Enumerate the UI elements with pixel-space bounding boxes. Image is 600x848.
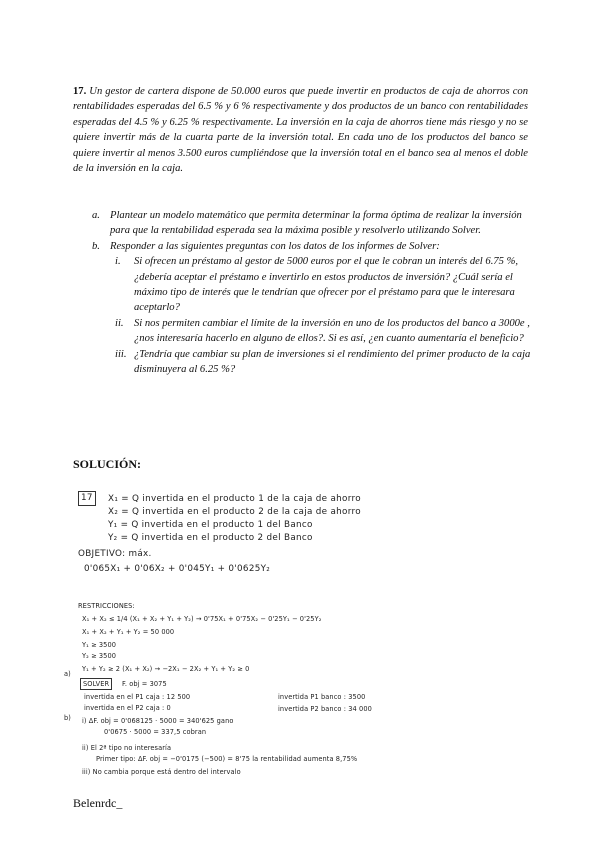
hw-b-ii-line1: ii) El 2ª tipo no interesaría [82,744,172,752]
hw-restriction-1: X₁ + X₂ ≤ 1/4 (X₁ + X₂ + Y₁ + Y₂) → 0'75X₁ + 0'75X₂ − 0'25Y₁ − 0'25Y₂ [82,615,322,623]
question-list [92,208,532,377]
hw-restrictions-label: RESTRICCIONES: [78,602,135,610]
question-b [92,239,532,254]
question-b-iii [102,347,532,378]
footer-author: Belenrdc_ [73,796,123,810]
hw-var-y1: Y₁ = Q invertida en el producto 1 del Banco [108,520,313,530]
question-b-ii-marker: ii. [115,317,124,329]
hw-solver-label: SOLVER [80,678,112,690]
question-b-i-text: Si ofrecen un préstamo al gestor de 5000 euros por el que le cobran un interés del 6.75 %, ¿debería aceptar el préstamo e invertirlo en estos productos de inversión? ¿Cuál sería el máximo tipo de interés que le tendrían que ofrecer por el préstamo para que le interesara aceptarlo? [134,256,519,314]
question-b-i-marker: i. [115,256,121,268]
hw-restriction-2: X₁ + X₂ + Y₁ + Y₂ = 50 000 [82,628,175,636]
hw-b-i-line2: 0'0675 · 5000 = 337,5 cobran [104,728,207,736]
hw-var-x2: X₂ = Q invertida en el producto 2 de la caja de ahorro [108,507,361,517]
hw-problem-box: 17 [78,491,96,506]
hw-restriction-4: Y₂ ≥ 3500 [82,652,117,660]
question-b-i [102,254,532,316]
hw-inv-caja2: invertida en el P2 caja : 0 [84,704,171,712]
hw-inv-banco1: invertida P1 banco : 3500 [278,693,366,701]
problem-statement [73,84,528,176]
question-a-text: Plantear un modelo matemático que permita determinar la forma óptima de realizar la inversión para que la rentabilidad esperada sea la máxima posible y resolverlo utilizando Solver. [110,210,522,237]
question-a-marker: a. [92,210,100,221]
hw-fobj: F. obj = 3075 [122,680,167,688]
hw-inv-caja1: invertida en el P1 caja : 12 500 [84,693,191,701]
question-b-marker: b. [92,240,100,252]
hw-var-x1: X₁ = Q invertida en el producto 1 de la caja de ahorro [108,494,361,504]
hw-b-marker: b) [64,714,71,722]
hw-objective: 0'065X₁ + 0'06X₂ + 0'045Y₁ + 0'0625Y₂ [84,564,271,574]
hw-b-i-line1: i) ΔF. obj = 0'068125 · 5000 = 340'625 gano [82,717,234,725]
question-b-iii-marker: iii. [115,348,127,360]
hw-objective-label: OBJETIVO: máx. [78,549,152,559]
hw-a-marker: a) [64,670,71,678]
problem-number: 17. [73,86,87,97]
problem-text: Un gestor de cartera dispone de 50.000 euros que puede invertir en productos de caja de ahorros con rentabilidades esperadas del 6.5 % y 6 % respectivamente y dos productos de un banco con rentabilidades esperadas del 4.5 % y 6.25 % respectivamente. La inversión en la caja de ahorros tiene más riesgo y no se quiere invertir más de la cuarta parte de la inversión total. En cada uno de los productos del banco se quiere invertir al menos 3.500 euros cumpliéndose que la inversión total en el banco sea al menos el doble de la inversión en la caja. [73,86,528,175]
question-b-ii-text: Si nos permiten cambiar el límite de la inversión en uno de los productos del banco a 3000e , ¿nos interesaría hacerlo en alguno de ellos?. Si es así, ¿en cuanto aumentaría el beneficio? [134,317,530,345]
question-b-text: Responder a las siguientes preguntas con los datos de los informes de Solver: [110,240,440,252]
hw-inv-banco2: invertida P2 banco : 34 000 [278,705,372,713]
hw-restriction-3: Y₁ ≥ 3500 [82,641,117,649]
hw-var-y2: Y₂ = Q invertida en el producto 2 del Banco [108,533,313,543]
hw-b-iii: iii) No cambia porque está dentro del intervalo [82,768,241,776]
question-a [92,208,532,239]
question-b-ii [102,316,532,347]
solution-heading: SOLUCIÓN: [73,457,142,471]
question-b-iii-text: ¿Tendría que cambiar su plan de inversiones si el rendimiento del primer producto de la caja disminuyera al 6.25 %? [134,348,531,376]
hw-b-ii-line2: Primer tipo: ΔF. obj = −0'0175 (−500) = 8'75 la rentabilidad aumenta 8,75% [96,755,358,763]
hw-restriction-5: Y₁ + Y₂ ≥ 2 (X₁ + X₂) → −2X₁ − 2X₂ + Y₁ + Y₂ ≥ 0 [82,665,250,673]
